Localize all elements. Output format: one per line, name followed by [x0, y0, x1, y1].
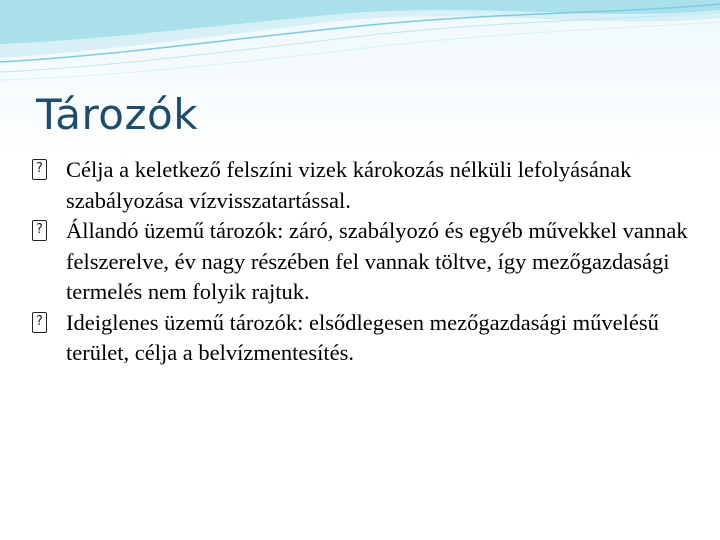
slide-title: Tározók — [36, 90, 199, 139]
bullet-item — [32, 216, 692, 308]
bullet-item — [32, 155, 692, 216]
bullet-item — [32, 308, 692, 369]
missing-glyph-icon: ? — [32, 312, 47, 333]
bullet-text: Ideiglenes üzemű tározók: elsődlegesen mezőgazdasági művelésű terület, célja a belvízmentesítés. — [66, 309, 659, 365]
bullet-text: Célja a keletkező felszíni vizek károkozás nélküli lefolyásának szabályozása vízvisszatartással. — [66, 157, 632, 213]
missing-glyph-icon: ? — [32, 220, 47, 241]
bullet-list — [32, 155, 692, 369]
missing-glyph-icon: ? — [32, 159, 47, 180]
bullet-text: Állandó üzemű tározók: záró, szabályozó és egyéb művekkel vannak felszerelve, év nagy részében fel vannak töltve, így mezőgazdasági termelés nem folyik rajtuk. — [66, 218, 688, 304]
